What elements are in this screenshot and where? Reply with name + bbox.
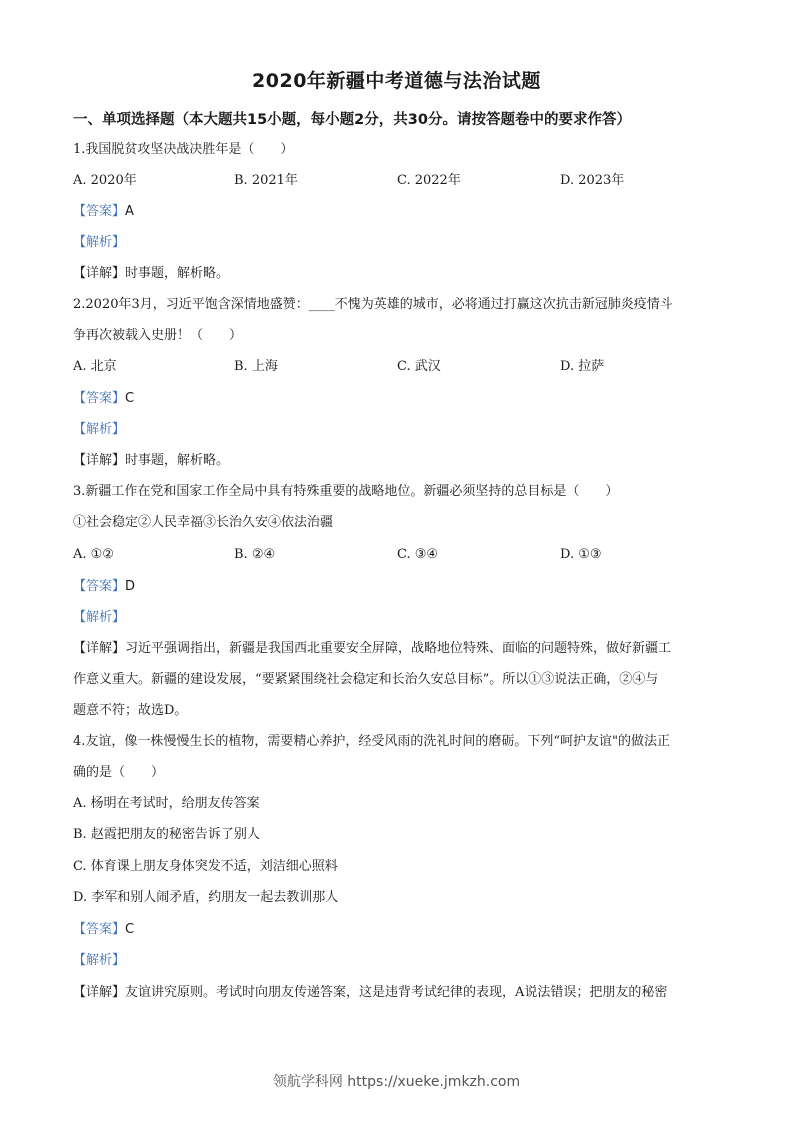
- question-1-detail: [73, 265, 229, 283]
- question-3-items: ①社会稳定②人民幸福③长治久安④依法治疆: [73, 515, 334, 530]
- question-4-stem-line-2: 确的是（ ）: [73, 765, 165, 780]
- question-2-stem-line-1: 2.2020年3月，习近平饱含深情地盛赞：____不愧为英雄的城市，必将通过打赢这次抗击新冠肺炎疫情斗: [73, 297, 673, 312]
- answer-label: 【答案】: [73, 391, 126, 406]
- question-1-option-a: A. 2020年: [73, 173, 137, 188]
- analysis-label: 【解析】: [73, 235, 126, 250]
- question-3-analysis: [73, 609, 125, 627]
- answer-label: 【答案】: [73, 579, 126, 594]
- question-3-detail-line-2: 作意义重大。新疆的建设发展，“要紧紧围绕社会稳定和长治久安总目标”。所以①③说法正确，②④与: [73, 672, 659, 687]
- question-4-option-c: C. 体育课上朋友身体突发不适，刘洁细心照料: [73, 859, 338, 874]
- question-3-detail-line-1: [73, 640, 671, 658]
- answer-value: D: [125, 579, 136, 594]
- question-2-analysis: [73, 421, 125, 439]
- question-3-stem: 3.新疆工作在党和国家工作全局中具有特殊重要的战略地位。新疆必须坚持的总目标是（ ）: [73, 484, 619, 499]
- answer-value: A: [125, 204, 134, 219]
- question-4-option-d: D. 李军和别人闹矛盾，约朋友一起去教训那人: [73, 890, 339, 905]
- question-2-option-d: D. 拉萨: [560, 359, 605, 374]
- question-2-stem-line-2: 争再次被载入史册！（ ）: [73, 328, 243, 343]
- analysis-label: 【解析】: [73, 953, 126, 968]
- question-4-answer: [73, 921, 134, 939]
- question-4-option-a: A. 杨明在考试时，给朋友传答案: [73, 796, 260, 811]
- question-2-answer: [73, 390, 134, 408]
- question-1-stem: 1.我国脱贫攻坚决战决胜年是（ ）: [73, 142, 294, 157]
- question-3-detail-line-3: 题意不符；故选D。: [73, 703, 188, 718]
- page-title: 2020年新疆中考道德与法治试题: [252, 70, 541, 92]
- question-3-option-d: D. ①③: [560, 547, 602, 562]
- question-4-analysis: [73, 952, 125, 970]
- question-4-option-b: B. 赵霞把朋友的秘密告诉了别人: [73, 827, 260, 842]
- section-heading: 一、单项选择题（本大题共15小题，每小题2分，共30分。请按答题卷中的要求作答）: [73, 112, 631, 128]
- question-2-option-a: A. 北京: [73, 359, 117, 374]
- question-3-answer: [73, 578, 135, 596]
- analysis-label: 【解析】: [73, 610, 126, 625]
- question-1-option-b: B. 2021年: [234, 173, 298, 188]
- detail-label: 【详解】: [73, 985, 126, 1000]
- detail-text: 时事题，解析略。: [125, 453, 230, 468]
- question-4-detail-line-1: [73, 984, 667, 1002]
- detail-label: 【详解】: [73, 641, 126, 656]
- answer-value: C: [125, 922, 135, 937]
- analysis-label: 【解析】: [73, 422, 126, 437]
- question-2-option-b: B. 上海: [234, 359, 278, 374]
- question-1-analysis: [73, 234, 125, 252]
- detail-text: 习近平强调指出，新疆是我国西北重要安全屏障，战略地位特殊、面临的问题特殊，做好新疆工: [125, 641, 672, 656]
- question-3-option-b: B. ②④: [234, 547, 276, 562]
- answer-label: 【答案】: [73, 922, 126, 937]
- detail-label: 【详解】: [73, 453, 126, 468]
- question-1-option-c: C. 2022年: [397, 173, 461, 188]
- question-2-detail: [73, 452, 229, 470]
- detail-text: 友谊讲究原则。考试时向朋友传递答案，这是违背考试纪律的表现，A说法错误；把朋友的秘密: [125, 985, 668, 1000]
- question-1-option-d: D. 2023年: [560, 173, 625, 188]
- footer-watermark: 领航学科网 https://xueke.jmkzh.com: [272, 1074, 521, 1090]
- question-4-stem-line-1: 4.友谊，像一株慢慢生长的植物，需要精心养护，经受风雨的洗礼时间的磨砺。下列“呵护友谊"的做法正: [73, 734, 671, 749]
- question-3-option-a: A. ①②: [73, 547, 114, 562]
- question-2-option-c: C. 武汉: [397, 359, 441, 374]
- question-1-answer: [73, 203, 134, 221]
- question-3-option-c: C. ③④: [397, 547, 439, 562]
- detail-text: 时事题，解析略。: [125, 266, 230, 281]
- answer-value: C: [125, 391, 135, 406]
- answer-label: 【答案】: [73, 204, 126, 219]
- detail-label: 【详解】: [73, 266, 126, 281]
